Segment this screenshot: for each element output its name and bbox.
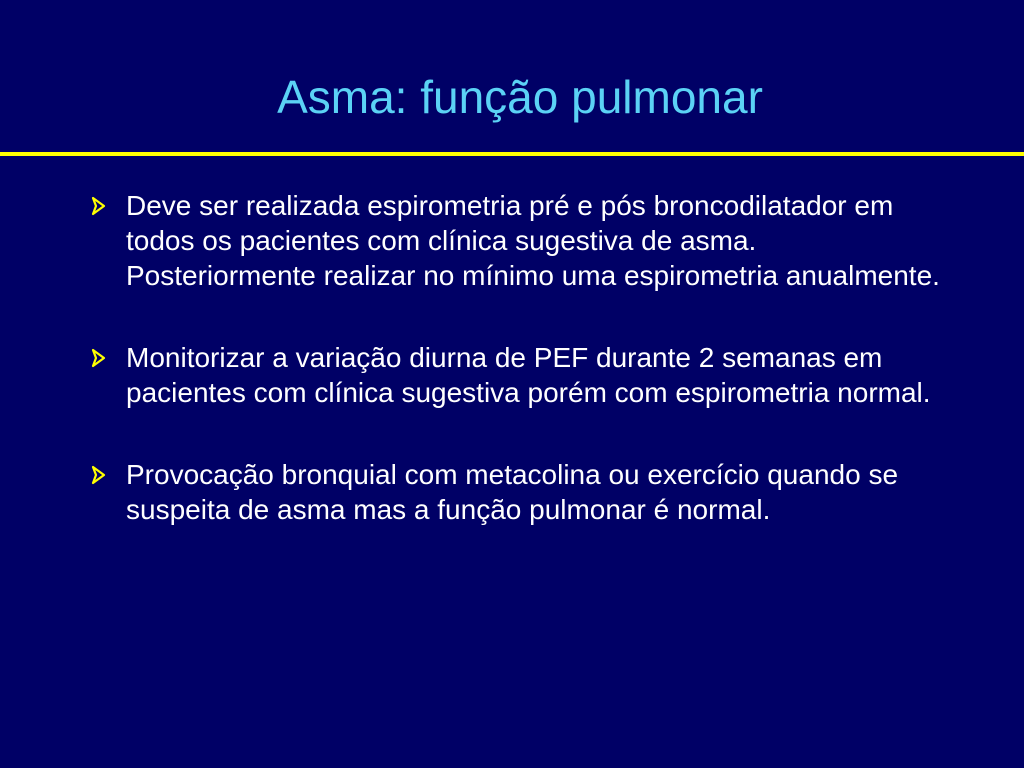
title-divider bbox=[0, 152, 1024, 156]
bullet-text: Provocação bronquial com metacolina ou exercício quando se suspeita de asma mas a função pulmonar é normal. bbox=[126, 459, 899, 525]
bullet-text: Monitorizar a variação diurna de PEF durante 2 semanas em pacientes com clínica sugestiva porém com espirometria normal. bbox=[126, 342, 931, 408]
bullet-item bbox=[88, 188, 948, 293]
bullet-list bbox=[88, 188, 948, 527]
chevron-arrow-right-icon bbox=[88, 347, 112, 369]
slide-title: Asma: função pulmonar bbox=[277, 71, 763, 123]
bullet-text: Deve ser realizada espirometria pré e pós broncodilatador em todos os pacientes com clínica sugestiva de asma. Posteriormente realizar no mínimo uma espirometria anualmente. bbox=[126, 190, 940, 291]
chevron-arrow-right-icon bbox=[88, 195, 112, 217]
chevron-arrow-right-icon bbox=[88, 464, 112, 486]
bullet-item bbox=[88, 457, 948, 527]
bullet-item bbox=[88, 340, 948, 410]
